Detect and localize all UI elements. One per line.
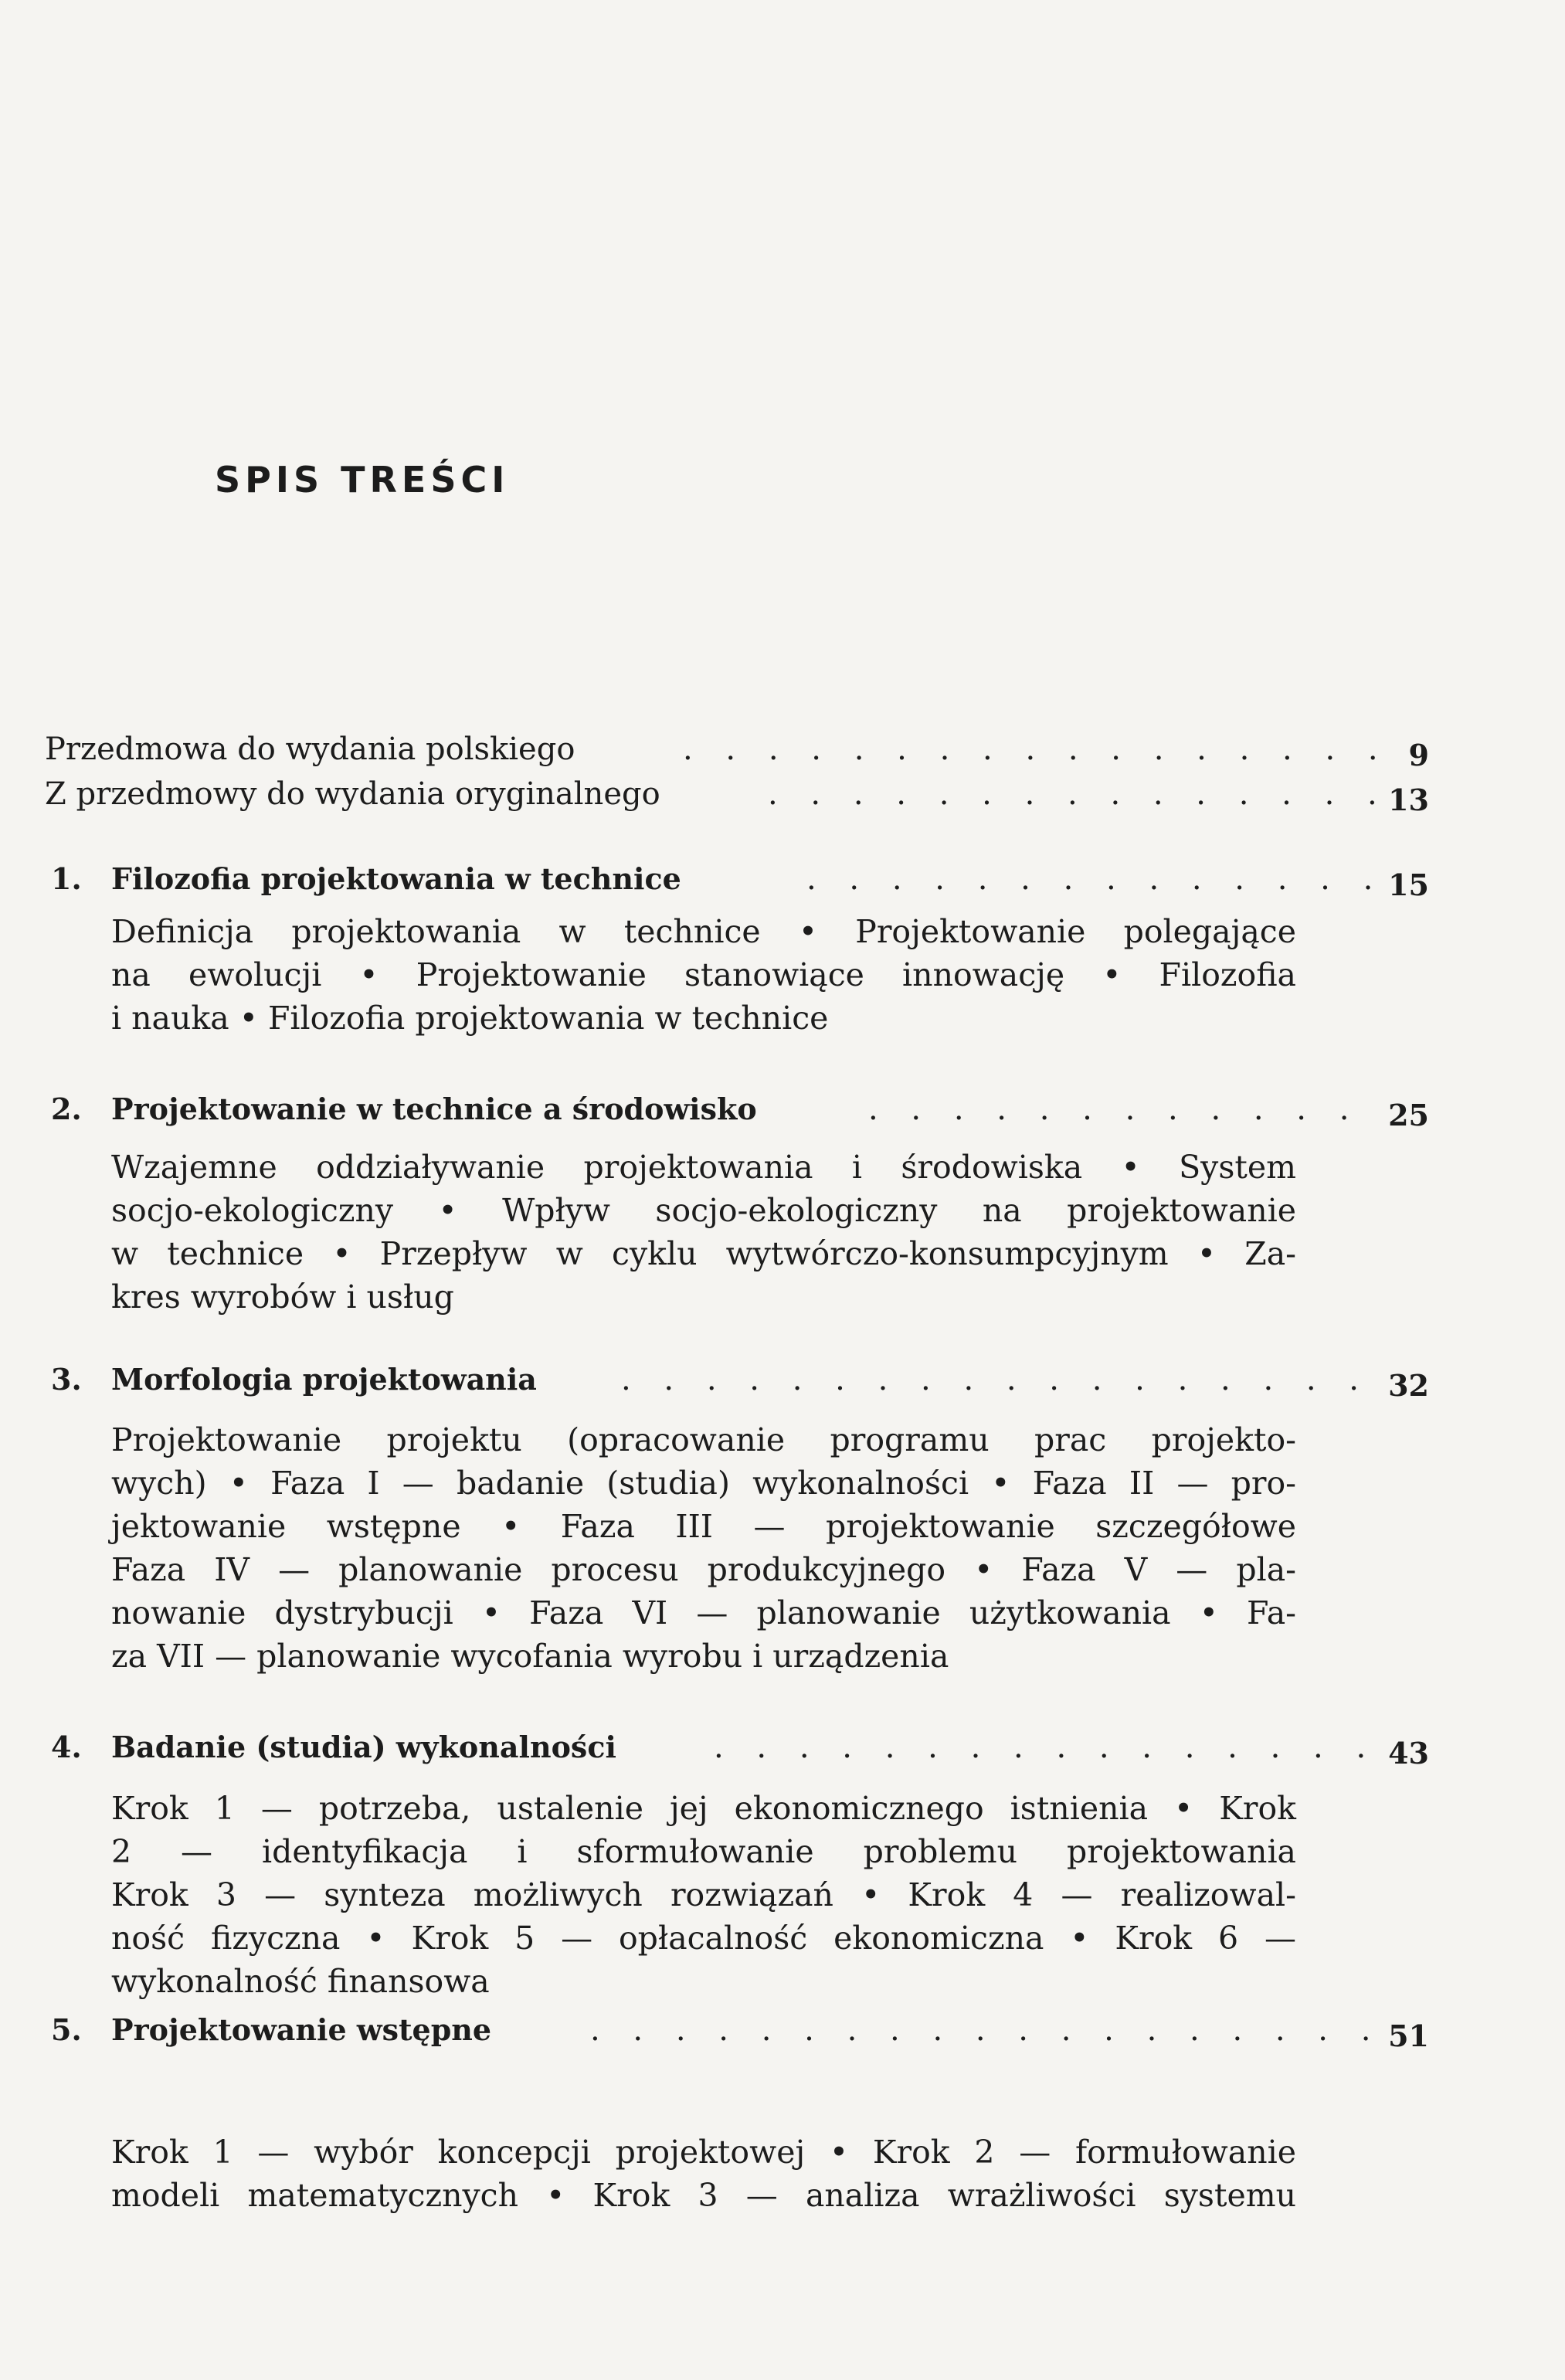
chapter-description bbox=[111, 2130, 1296, 2217]
toc-chapter-2[interactable] bbox=[0, 1088, 1429, 1131]
description-line: Krok 1 — wybór koncepcji projektowej • Krok 2 — formułowanie bbox=[111, 2134, 1296, 2171]
dot-leader: . . . . . . . . . . . . . . . . . bbox=[683, 732, 1390, 767]
description-line: Faza IV — planowanie procesu produkcyjnego • Faza V — pla- bbox=[111, 1551, 1296, 1588]
toc-chapter-5[interactable] bbox=[0, 2008, 1429, 2052]
chapter-number: 2. bbox=[51, 1092, 82, 1126]
toc-chapter-4[interactable] bbox=[0, 1726, 1429, 1769]
description-line: Wzajemne oddziaływanie projektowania i środowiska • System bbox=[111, 1149, 1296, 1186]
description-line: ność fizyczna • Krok 5 — opłacalność ekonomiczna • Krok 6 — bbox=[111, 1920, 1296, 1957]
description-line: wykonalność finansowa bbox=[111, 1963, 490, 2000]
page-number: 9 bbox=[1408, 738, 1429, 772]
dot-leader: . . . . . . . . . . . . . . . . . . . bbox=[590, 2012, 1383, 2048]
description-line: kres wyrobów i usług bbox=[111, 1278, 454, 1316]
chapter-number: 3. bbox=[51, 1362, 82, 1397]
chapter-title: Morfologia projektowania bbox=[111, 1362, 537, 1397]
chapter-title: Projektowanie w technice a środowisko bbox=[111, 1092, 757, 1126]
description-line: Projektowanie projektu (opracowanie programu prac projekto- bbox=[111, 1421, 1296, 1458]
page-title: SPIS TREŚCI bbox=[215, 459, 510, 501]
description-line: 2 — identyfikacja i sformułowanie problemu projektowania bbox=[111, 1833, 1296, 1870]
page-number: 43 bbox=[1388, 1736, 1429, 1771]
page-number: 32 bbox=[1388, 1368, 1429, 1403]
description-line: na ewolucji • Projektowanie stanowiące innowację • Filozofia bbox=[111, 956, 1296, 993]
chapter-number: 5. bbox=[51, 2012, 82, 2047]
page-number: 51 bbox=[1388, 2018, 1429, 2053]
toc-entry-label: Z przedmowy do wydania oryginalnego bbox=[45, 776, 660, 812]
description-line: socjo-ekologiczny • Wpływ socjo-ekologiczny na projektowanie bbox=[111, 1192, 1296, 1229]
chapter-title: Filozofia projektowania w technice bbox=[111, 861, 681, 896]
chapter-description bbox=[111, 1787, 1296, 2003]
chapter-title: Badanie (studia) wykonalności bbox=[111, 1730, 616, 1764]
description-line: modeli matematycznych • Krok 3 — analiza wrażliwości systemu bbox=[111, 2177, 1296, 2214]
dot-leader: . . . . . . . . . . . . . . . . bbox=[714, 1730, 1378, 1765]
chapter-description bbox=[111, 1418, 1296, 1678]
description-line: Definicja projektowania w technice • Projektowanie polegające bbox=[111, 913, 1296, 950]
description-line: nowanie dystrybucji • Faza VI — planowanie użytkowania • Fa- bbox=[111, 1594, 1296, 1631]
description-line: za VII — planowanie wycofania wyrobu i urządzenia bbox=[111, 1638, 949, 1675]
toc-chapter-3[interactable] bbox=[0, 1358, 1429, 1401]
page-number: 15 bbox=[1388, 867, 1429, 902]
dot-leader: . . . . . . . . . . . . . . bbox=[806, 861, 1385, 897]
chapter-number: 1. bbox=[51, 861, 82, 896]
page-number: 13 bbox=[1388, 783, 1429, 817]
description-line: w technice • Przepływ w cyklu wytwórczo-konsumpcyjnym • Za- bbox=[111, 1235, 1296, 1272]
description-line: wych) • Faza I — badanie (studia) wykonalności • Faza II — pro- bbox=[111, 1465, 1296, 1502]
dot-leader: . . . . . . . . . . . . bbox=[868, 1092, 1361, 1127]
toc-entry-preface-polish[interactable] bbox=[0, 728, 1429, 771]
page-number: 25 bbox=[1388, 1098, 1429, 1132]
chapter-number: 4. bbox=[51, 1730, 82, 1764]
description-line: i nauka • Filozofia projektowania w technice bbox=[111, 1000, 829, 1037]
chapter-description bbox=[111, 1146, 1296, 1319]
description-line: Krok 1 — potrzeba, ustalenie jej ekonomicznego istnienia • Krok bbox=[111, 1790, 1296, 1827]
toc-entry-preface-original[interactable] bbox=[0, 772, 1429, 816]
description-line: Krok 3 — synteza możliwych rozwiązań • Krok 4 — realizowal- bbox=[111, 1876, 1296, 1913]
description-line: jektowanie wstępne • Faza III — projektowanie szczegółowe bbox=[111, 1508, 1296, 1545]
dot-leader: . . . . . . . . . . . . . . . . . . bbox=[621, 1362, 1371, 1397]
toc-chapter-1[interactable] bbox=[0, 857, 1429, 901]
dot-leader: . . . . . . . . . . . . . . . bbox=[768, 776, 1389, 812]
chapter-description bbox=[111, 910, 1296, 1040]
toc-entry-label: Przedmowa do wydania polskiego bbox=[45, 732, 575, 767]
chapter-title: Projektowanie wstępne bbox=[111, 2012, 492, 2047]
